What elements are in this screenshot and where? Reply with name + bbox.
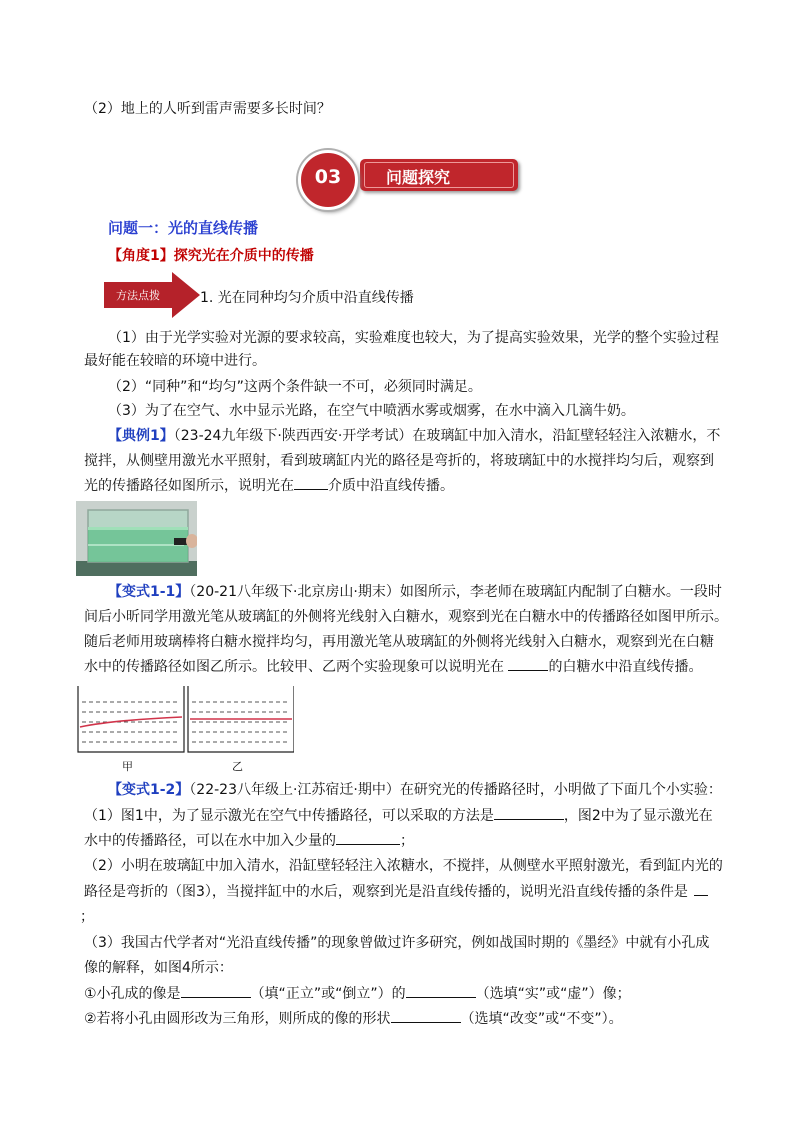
variant-1-1-line-2: 间后小昕同学用激光笔从玻璃缸的外侧将光线射入白糖水，观察到光在白糖水中的传播路径如图甲所示。 [84, 609, 728, 625]
sub-1-text-a: ①小孔成的像是 [84, 986, 181, 1002]
figure-label-a: 甲 [122, 760, 133, 773]
section-title-bar [360, 159, 518, 191]
variant-1-1-text-b: 的白糖水中沿直线传播。 [548, 659, 703, 675]
answer-blank[interactable] [294, 475, 328, 490]
answer-blank[interactable] [494, 805, 564, 820]
variant-1-2-part-1-line-2 [84, 830, 414, 852]
variant-1-1-line-4 [84, 656, 702, 678]
angle-text: 探究光在介质中的传播 [173, 248, 314, 264]
answer-blank[interactable] [694, 881, 708, 896]
variant-1-1-source: （20-21八年级下·北京房山·期末）如图所示，李老师在玻璃缸内配制了白糖水。一段时 [189, 584, 722, 600]
variant-1-1-label: 【变式1-1】 [108, 584, 190, 600]
problem-title: 问题一：光的直线传播 [108, 219, 259, 237]
example-1-line-2: 搅拌，从侧壁用激光水平照射，看到玻璃缸内光的路径是弯折的，将玻璃缸中的水搅拌均匀后，观察到 [84, 453, 714, 469]
variant-1-2-source: （22-23八年级上·江苏宿迁·期中）在研究光的传播路径时，小明做了下面几个小实验： [189, 782, 722, 798]
sub-1-text-b: （填“正立”或“倒立”）的 [250, 986, 406, 1002]
sub-2-text-b: （选填“改变”或“不变”）。 [460, 1011, 623, 1027]
example-1-text-a: 光的传播路径如图所示，说明光在 [84, 478, 294, 494]
answer-blank[interactable] [336, 830, 400, 845]
section-number-badge [298, 150, 358, 210]
variant-1-2-part-3-line-2: 像的解释，如图4所示： [84, 960, 233, 976]
example-1-text-b: 介质中沿直线传播。 [328, 478, 454, 494]
variant-1-1-text-a: 水中的传播路径如图乙所示。比较甲、乙两个实验现象可以说明光在 [84, 659, 509, 675]
variant-1-2-part-2-line-2 [84, 881, 708, 903]
method-badge [104, 272, 200, 318]
answer-blank[interactable] [406, 983, 476, 998]
tanks-diagram [74, 686, 294, 756]
angle-heading [108, 245, 314, 265]
tank-photo [76, 501, 197, 576]
example-1-label: 【典例1】 [108, 428, 174, 444]
variant-1-2-part-2-line-1: （2）小明在玻璃缸中加入清水，沿缸壁轻轻注入浓糖水，不搅拌，从侧壁水平照射激光，看到缸内光的 [84, 858, 723, 874]
variant-1-1-line-1 [108, 581, 722, 603]
variant-1-2-label: 【变式1-2】 [108, 782, 190, 798]
tank-b-water [192, 702, 290, 742]
variant-1-2-part-2-line-3: ； [80, 909, 94, 925]
part-1-text-b: ，图2中为了显示激光在 [563, 808, 713, 824]
previous-question: （2）地上的人听到雷声需要多长时间？ [84, 101, 331, 117]
tank-photo-illustration [76, 501, 197, 576]
point-1-line-2: 最好能在较暗的环境中进行。 [84, 353, 266, 369]
variant-1-2-part-3-line-1: （3）我国古代学者对“光沿直线传播”的现象曾做过许多研究，例如战国时期的《墨经》中就有小孔成 [84, 935, 710, 951]
method-text: 1. 光在同种均匀介质中沿直线传播 [200, 290, 414, 306]
sub-2-text-a: ②若将小孔由圆形改为三角形，则所成的像的形状 [84, 1011, 391, 1027]
angle-bracket: 【角度1】 [108, 248, 174, 264]
section-number: 03 [314, 166, 342, 188]
answer-blank[interactable] [391, 1008, 461, 1023]
part-1-text-d: ； [400, 833, 414, 849]
figure-tanks [74, 686, 294, 774]
point-3: （3）为了在空气、水中显示光路，在空气中喷洒水雾或烟雾，在水中滴入几滴牛奶。 [108, 403, 635, 419]
section-banner [296, 150, 528, 206]
sub-1-text-c: （选填“实”或“虚”）像； [475, 986, 631, 1002]
part-2-text-b: 路径是弯折的（图3），当搅拌缸中的水后，观察到光是沿直线传播的，说明光沿直线传播的条件是 [84, 884, 688, 900]
method-badge-label: 方法点拨 [116, 289, 160, 302]
variant-1-2-line-1 [108, 779, 722, 801]
answer-blank[interactable] [508, 656, 548, 671]
part-1-text-a: （1）图1中，为了显示激光在空气中传播路径，可以采取的方法是 [84, 808, 494, 824]
variant-1-2-sub-1 [84, 983, 631, 1005]
variant-1-2-part-1-line-1 [84, 805, 713, 827]
example-1-line-1 [108, 425, 720, 447]
variant-1-2-sub-2 [84, 1008, 623, 1030]
example-1-source: （23-24九年级下·陕西西安·开学考试）在玻璃缸中加入清水，沿缸壁轻轻注入浓糖水，不 [173, 428, 721, 444]
point-2: （2）“同种”和“均匀”这两个条件缺一不可，必须同时满足。 [108, 379, 482, 395]
point-1-line-1: （1）由于光学实验对光源的要求较高，实验难度也较大，为了提高实验效果，光学的整个实验过程 [108, 330, 719, 346]
tank-a-water [82, 702, 180, 742]
example-1-line-3 [84, 475, 454, 497]
answer-blank[interactable] [181, 983, 251, 998]
figure-label-b: 乙 [232, 760, 243, 773]
variant-1-1-line-3: 随后老师用玻璃棒将白糖水搅拌均匀，再用激光笔从玻璃缸的外侧将光线射入白糖水，观察到光在白糖 [84, 634, 714, 650]
section-title: 问题探究 [386, 168, 451, 187]
part-1-text-c: 水中的传播路径，可以在水中加入少量的 [84, 833, 336, 849]
